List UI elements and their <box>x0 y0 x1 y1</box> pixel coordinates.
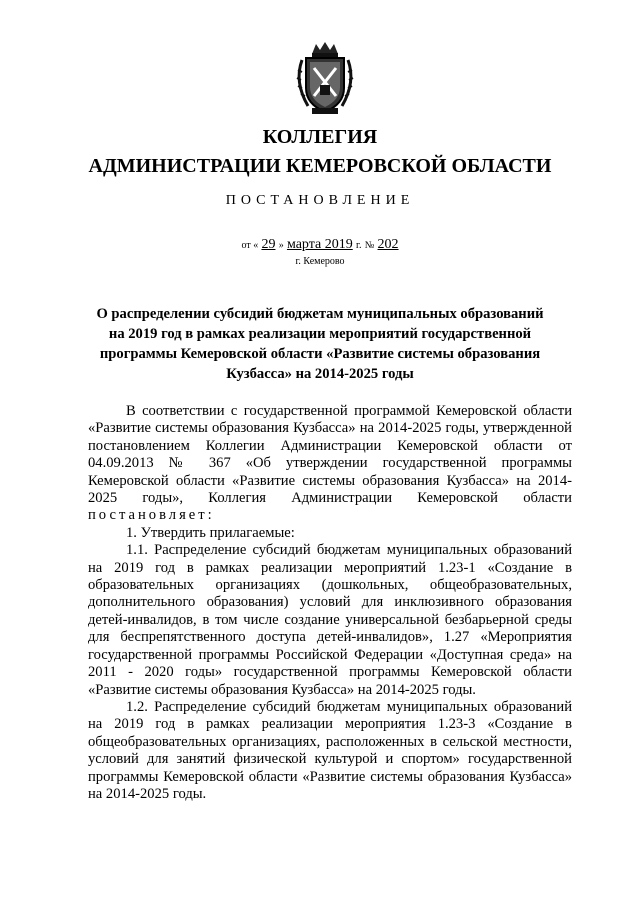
date-line <box>0 236 640 253</box>
date-day: 29 <box>261 237 276 252</box>
document-body <box>88 403 572 803</box>
number-label: № <box>364 240 375 251</box>
org-name-line1: КОЛЛЕГИЯ <box>262 126 378 148</box>
intro-spaced: постановляет: <box>88 507 215 524</box>
date-prefix: от « <box>241 240 259 251</box>
date-mid: » <box>278 240 284 251</box>
item-1-1: 1.1. Распределение субсидий бюджетам муниципальных образований на 2019 год в рамках реализации мероприятий 1.23-1 «Создание в образовательных организациях (дошкольных, общеобразовательных, дополнительного образования) условий для инклюзивного образования детей-инвалидов, в том числе создание универсальной безбарьерной среды для беспрепятственного доступа детей-инвалидов», 1.27 «Мероприятия государственной программы Российской Федерации «Доступная среда» на 2011 - 2020 годы» государственной программы Кемеровской области «Развитие системы образования Кузбасса» на 2014-2025 годы. <box>88 542 572 698</box>
document-number: 202 <box>377 237 399 252</box>
date-month-year: марта 2019 <box>286 237 353 252</box>
item-1: 1. Утвердить прилагаемые: <box>126 524 295 541</box>
city: г. Кемерово <box>295 256 345 267</box>
date-year-suffix: г. <box>356 240 362 251</box>
intro-paragraph <box>88 403 572 525</box>
org-name-line2: АДМИНИСТРАЦИИ КЕМЕРОВСКОЙ ОБЛАСТИ <box>88 155 552 177</box>
coat-of-arms-icon <box>292 40 358 116</box>
item-1-2: 1.2. Распределение субсидий бюджетам муниципальных образований на 2019 год в рамках реализации мероприятия 1.23-3 «Создание в общеобразовательных организациях, расположенных в сельской местности, условий для занятий физической культурой и спортом» государственной программы Кемеровской области «Развитие системы образования Кузбасса» на 2014-2025 годы. <box>88 698 572 802</box>
document-type: ПОСТАНОВЛЕНИЕ <box>225 193 415 208</box>
intro-text: В соответствии с государственной программой Кемеровской области «Развитие системы образования Кузбасса» на 2014-2025 годы, утвержденной постановлением Коллегии Администрации Кемеровской области от 04.09.2013 № 367 «Об утверждении государственной программы Кемеровской области «Развитие системы образования Кузбасса» на 2014-2025 годы», Коллегия Администрации Кемеровской области <box>88 403 572 507</box>
document-title: О распределении субсидий бюджетам муниципальных образований на 2019 год в рамках реализации мероприятий государственной программы Кемеровской области «Развитие системы образования Кузбасса» на 2014-2025 годы <box>96 306 544 382</box>
